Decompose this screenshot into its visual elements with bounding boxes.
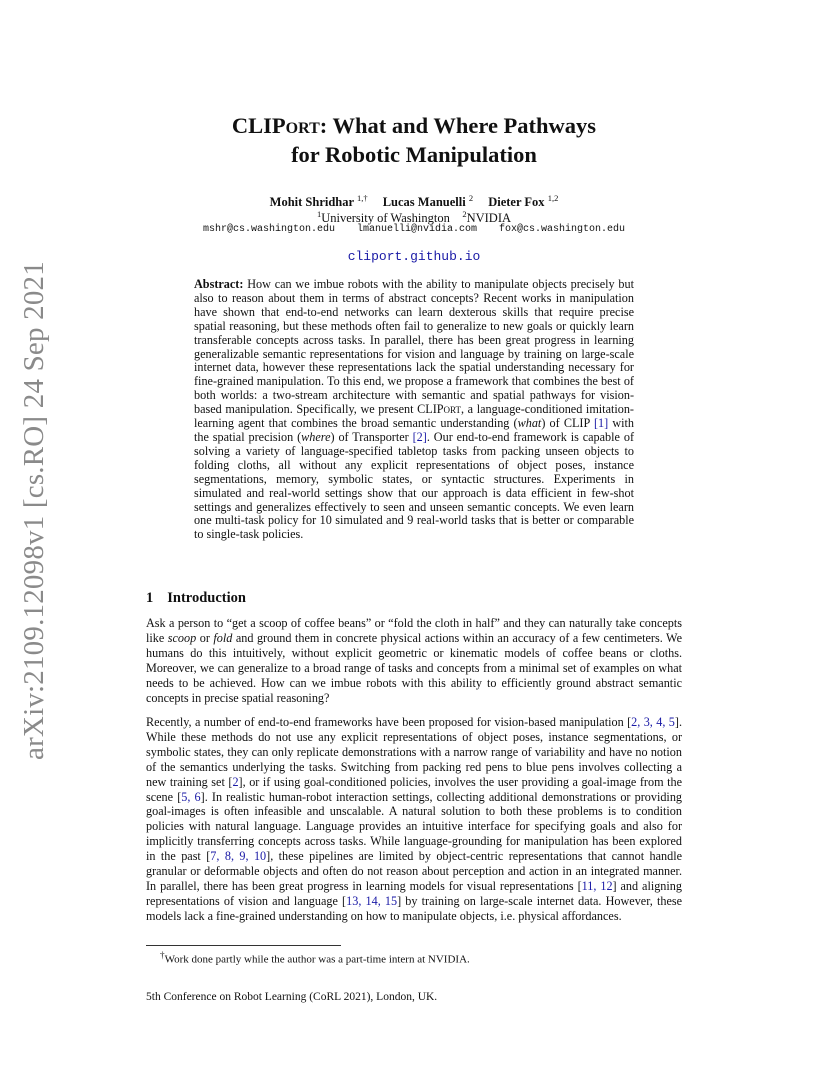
author: Dieter Fox $^{1,2}$	[488, 193, 559, 210]
citation-link[interactable]: 2, 3, 4, 5	[631, 715, 675, 729]
email: lmanuelli@nvidia.com	[356, 224, 478, 235]
author: Lucas Manuelli $^2$	[382, 193, 474, 210]
author: Mohit Shridhar $^{1,\dagger}$	[269, 193, 368, 210]
intro-paragraph-2: Recently, a number of end-to-end frameworks have been proposed for vision-based manipulation [2, 3, 4, 5]. While these methods do not use any explicit representations of object poses, instance segmentations, or symbolic states, they can only replicate demonstrations with a narrow range of variability and have no notion of the semantics underlying the tasks. Switching from packing red pens to blue pens involves collecting a new training set [2], or if using goal-conditioned policies, involves the user providing a goal-image from the scene [5, 6]. In realistic human-robot interaction settings, collecting additional demonstrations or providing goal-images is often infeasible and unscalable. A natural solution to both these problems is to condition policies with natural language. Language provides an intuitive interface for specifying goals and also for implicitly transferring concepts across tasks. While language-grounding for manipulation has been explored in the past [7, 8, 9, 10], these pipelines are limited by object-centric representations that cannot handle granular or deformable objects and often do not reason about perception and action in an integrated manner. In parallel, there has been great progress in learning models for visual representations [11, 12] and aligning representations of vision and language [13, 14, 15] by training on large-scale internet data. However, these models lack a fine-grained understanding on how to manipulate objects, i.e. physical affordances.	[146, 715, 683, 923]
project-website-link[interactable]: cliport.github.io	[347, 249, 481, 264]
arxiv-identifier: arXiv:2109.12098v1 [cs.RO] 24 Sep 2021	[18, 261, 50, 760]
email: fox@cs.washington.edu	[499, 224, 626, 235]
email: mshr@cs.washington.edu	[202, 224, 335, 235]
footnote-divider	[146, 945, 341, 946]
author-emails	[140, 223, 688, 237]
citation-link[interactable]: [2]	[412, 429, 427, 444]
citation-link[interactable]: 2	[232, 774, 239, 789]
citation-link[interactable]: [1]	[593, 416, 609, 431]
venue-note: 5th Conference on Robot Learning (CoRL 2021), London, UK.	[146, 991, 438, 1003]
citation-link[interactable]: 7, 8, 9, 10	[210, 849, 267, 864]
paper-title: CLIPort: What and Where Pathways for Robotic Manipulation	[231, 113, 597, 167]
citation-link[interactable]: 13, 14, 15	[346, 893, 398, 908]
section-heading: 1 Introduction	[146, 590, 246, 606]
footnote: †Work done partly while the author was a part-time intern at NVIDIA.	[160, 950, 470, 966]
intro-paragraph-1: Ask a person to “get a scoop of coffee beans” or “fold the cloth in half” and they can naturally take concepts like scoop or fold and ground them in concrete physical actions within an accuracy of a few centimeters. We humans do this intuitively, without explicit geometric or kinematic models of coffee beans or cloths. Moreover, we can generalize to a broad range of tasks and concepts from a minimal set of examples on what needs to be achieved. How can we imbue robots with this ability to efficiently ground abstract semantic concepts in precise spatial reasoning?	[146, 616, 682, 705]
abstract: Abstract: How can we imbue robots with the ability to manipulate objects precisely but also to reason about them in terms of abstract concepts? Recent works in manipulation have shown that end-to-end networks can learn dexterous skills that require precise spatial reasoning, but these methods often fail to generalize to new goals or quickly learn transferable concepts across tasks. In parallel, there has been great progress in learning generalizable semantic representations for vision and language by training on large-scale internet data, however these representations lack the spatial understanding necessary for fine-grained manipulation. To this end, we propose a framework that combines the best of both worlds: a two-stream architecture with semantic and spatial pathways for vision-based manipulation. Specifically, we present CLIPort, a language-conditioned imitation-learning agent that combines the broad semantic understanding (what) of CLIP [1] with the spatial precision (where) of Transporter [2]. Our end-to-end framework is capable of solving a variety of language-specified tabletop tasks from packing unseen objects to folding cloths, all without any explicit representations of object poses, instance segmentations, memory, symbolic states, or syntactic structures. Experiments in simulated and real-world settings show that our approach is data efficient in few-shot settings and generalizes effectively to seen and unseen semantic concepts. We even learn one multi-task policy for 10 simulated and 9 real-world tasks that is better or comparable to single-task policies.	[194, 277, 635, 542]
affiliations: $^1$University of Washington $^2$NVIDIA	[316, 209, 512, 226]
citation-link[interactable]: 11, 12	[581, 878, 613, 893]
citation-link[interactable]: 5, 6	[181, 789, 201, 804]
